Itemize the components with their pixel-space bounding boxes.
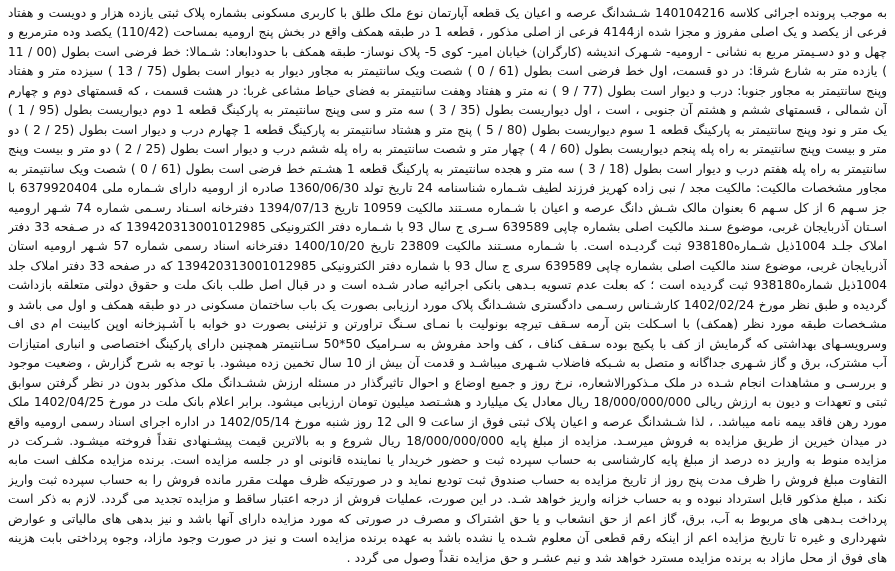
notice-body-text: به موجب پرونده اجرائی کلاسه 140104216 شـشدانگ عرصه و اعیان یک قطعه آپارتمان نوع ملک طلق با کاربری مسکونی بشماره پلاک ثبتی یازده هزار و دویست و هفتاد فرعی از یکصد و یک اصلی مفروز و مجزا شده از4144 فرعی از اصلی مذکور ، قطعه 1 در طبقه همکف واقع در بخش پنج ارومیه بمساحت (110/42) یکصد وده مترمربع و چهل و دو دسـیمتر مربع به نشانی - ارومیه- شـهرک اندیشه (کارگران) خیابان امیر- کوی 5- پلاک نوساز- طبقه همکف با حدودابعاد: شـمالا: خط فرضی است بطول (00 / 11 ) یازده متر به شارع شرقا: در دو قسمت، اول خط فرضی است بطول (61 / 0 ) شصت ویک سانتیمتر به مجاور دیوار به دیوار است بطول (75 / 13 ) سیزده متر و هفتاد وپنج سانتیمتر به مجاور جنوبا: درب و دیوار است بطول (77 / 9 ) نه متر و هفتاد وهفت سانتیمتر به فضای حیاط مشاعی غربا: در هشت قسمت ، که قسمتهای دوم و چهارم آن شمالی ، قسمتهای ششم و هشتم آن جنوبی ، است ، اول دیواریست بطول (35 / 3 ) سه متر و سی وپنج سانتیمتر به پارکینگ قطعه 1 دوم دیواریست بطول (95 / 1 ) یک متر و نود وپنج سانتیمتر به پارکینگ قطعه 1 سوم دیواریست بطول (80 / 5 ) پنج متر و هشتاد سانتیمتر به پارکینگ قطعه 1 چهارم درب و دیوار است بطول (25 / 2 ) دو متر و بیست وپنج سانتیمتر به راه پله پنجم دیواریست بطول (60 / 4 ) چهار متر و شصت سانتیمتر به راه پله ششم درب و دیوار است بطول (25 / 2 ) دو متر و بیست وپنج سانتیمتر به راه پله هفتم درب و دیوار است بطول (18 / 3 ) سه متر و هجده سانتیمتر به پارکینگ قطعه 1 هشـتم خط فرضی است بطول (61 / 0 ) شصت ویک سانتیمتر به مجاور مشخصات مالکیت: مالکیت مجد / نبی زاده کهریز فرزند لطیف شـماره شناسنامه 24 تاریخ تولد 1360/06/30 صادره از ارومیه دارای شـماره ملی 6379920404 با جز سـهم 6 از کل سـهم 6 بعنوان مالک شـش دانگ عرصه و اعیان با شـماره مسـتند مالکیت 10959 تاریخ 1394/07/13 دفترخانه اسـناد رسـمی شماره 74 شـهر ارومیه اسـتان آذربایجان غربی، موضوع سـند مالکیت اصلی بشماره چاپی 639589 سـری ج سال 93 با شـماره دفتر الکترونیکی 139420313001012985 که در صـفحه 33 دفتر املاک جلـد 1004ذیل شـماره938180 ثبت گردیـده است. با شـماره مسـتند مالکیت 23809 تاریخ 1400/10/20 دفترخانه اسناد رسمی شماره 57 شـهر ارومیه استان آذربایجان غربی، موضوع سند مالکیت اصلی بشماره چاپی 639589 سری ج سال 93 با شماره دفتر الکترونیکی 139420313001012985 که در صفحه 33 دفتر املاک جلد 1004ذیل شماره938180 ثبت گردیده است ؛ که بعلت عدم تسویه بـدهی بانکی اجرائیه صادر شـده است و در قبال اصل طلب بانک ملت و حقوق دولتی متعلقه بازداشت گردیده و طبق نظر مورخ 1402/02/24 کارشـناس رسـمی دادگستری ششـدانگ پلاک مورد ارزیابی بصورت یک باب ساختمان مسکونی در دو طبقه همکف و اول می باشد و مشـخصات طبقه مورد نظر (همکف) با اسـکلت بتن آرمه سـقف تیرچه بونولیت با نمـای سـنگ تراورتن و تزئینی بصورت دو خوابه با آشـپزخانه اوپن کابینت ام دی اف وسرویسـهای بهداشتی که گرمایش از کف با پکیج بوده سـقف کناف ، کف واحد مفروش به سـرامیک 50*50 سـانتیمتر همچنین دارای پارکینگ اختصاصی و انباری امتیازات آب مشترک، برق و گاز شـهری جداگانه و متصل به شـبکه فاضلاب شـهری میباشـد و قدمت آن بیش از 10 سال تخمین زده میشود. با توجه به شرح گزارش ، وضعیت موجود و بررسـی و مشاهدات انجام شـده در ملک مـذکورالاشعاره، نرخ روز و جمیع اوضاع و احوال تاثیرگذار در مسئله ارزش ششـدانگ ملک مذکور بدون در نظر گرفتن سوابق ثبتی و تعهدات و دیون به ارزش ریالی 18/000/000/000 ریال معادل یک میلیارد و هشـتصد میلیون تومان ارزیابی میشود. برابر اعلام بانک ملت در مورخ 1402/04/25 ملک مورد رهن فاقد بیمه نامه میباشد. ، لذا شـشدانگ عرصه و اعیان پلاک ثبتی فوق از ساعت 9 الی 12 روز شنبه مورخ 1402/05/14 در اداره اجرای اسناد رسمی ارومیه واقع در میدان خیرین از طریق مزایده به فروش میرسـد. مزایده از مبلغ پایه 18/000/000/000 ریال شروع و به بالاترین قیمت پیشـنهادی نقداً فروخته میشـود. شـرکت در مزایده منوط به واریز ده درصد از مبلغ پایه کارشناسی به حساب سپرده ثبت و حضور خریدار یا نماینده قانونی او در جلسه مزایده است. برنده مزایده مکلف است مابه التفاوت مبلغ فروش را ظرف مدت پنج روز از تاریخ مزایده به حساب صندوق ثبت تودیع نماید و در صورتیکه ظرف مهلت مقرر مانده فروش را به حساب سپرده ثبت واریز نکند ، مبلغ مذکور قابل استرداد نبوده و به حساب خزانه واریز خواهد شـد. در این صورت، عملیات فروش از درجه اعتبار ساقط و مزایده تجدید می گردد. لازم به ذکر است پرداخت بـدهی های مربوط به آب، برق، گاز اعم از حق انشعاب و یا حق اشتراک و مصرف در صورتی که مورد مزایده دارای آنها باشد و نیز بدهی های مالیاتی و عوارض شهرداری و غیره تا تاریخ مزایده اعم از اینکه رقم قطعی آن معلوم شـده یا نشده باشد به عهده برنده مزایده است و نیز در صورت وجود مازاد، وجوه پرداختی بابت هزینه های فوق از محل مازاد به برنده مزایده مسترد خواهد شد و نیم عشـر و حق مزایده نقداً وصول می گردد . — [8, 6, 887, 565]
auction-notice — [8, 4, 887, 567]
